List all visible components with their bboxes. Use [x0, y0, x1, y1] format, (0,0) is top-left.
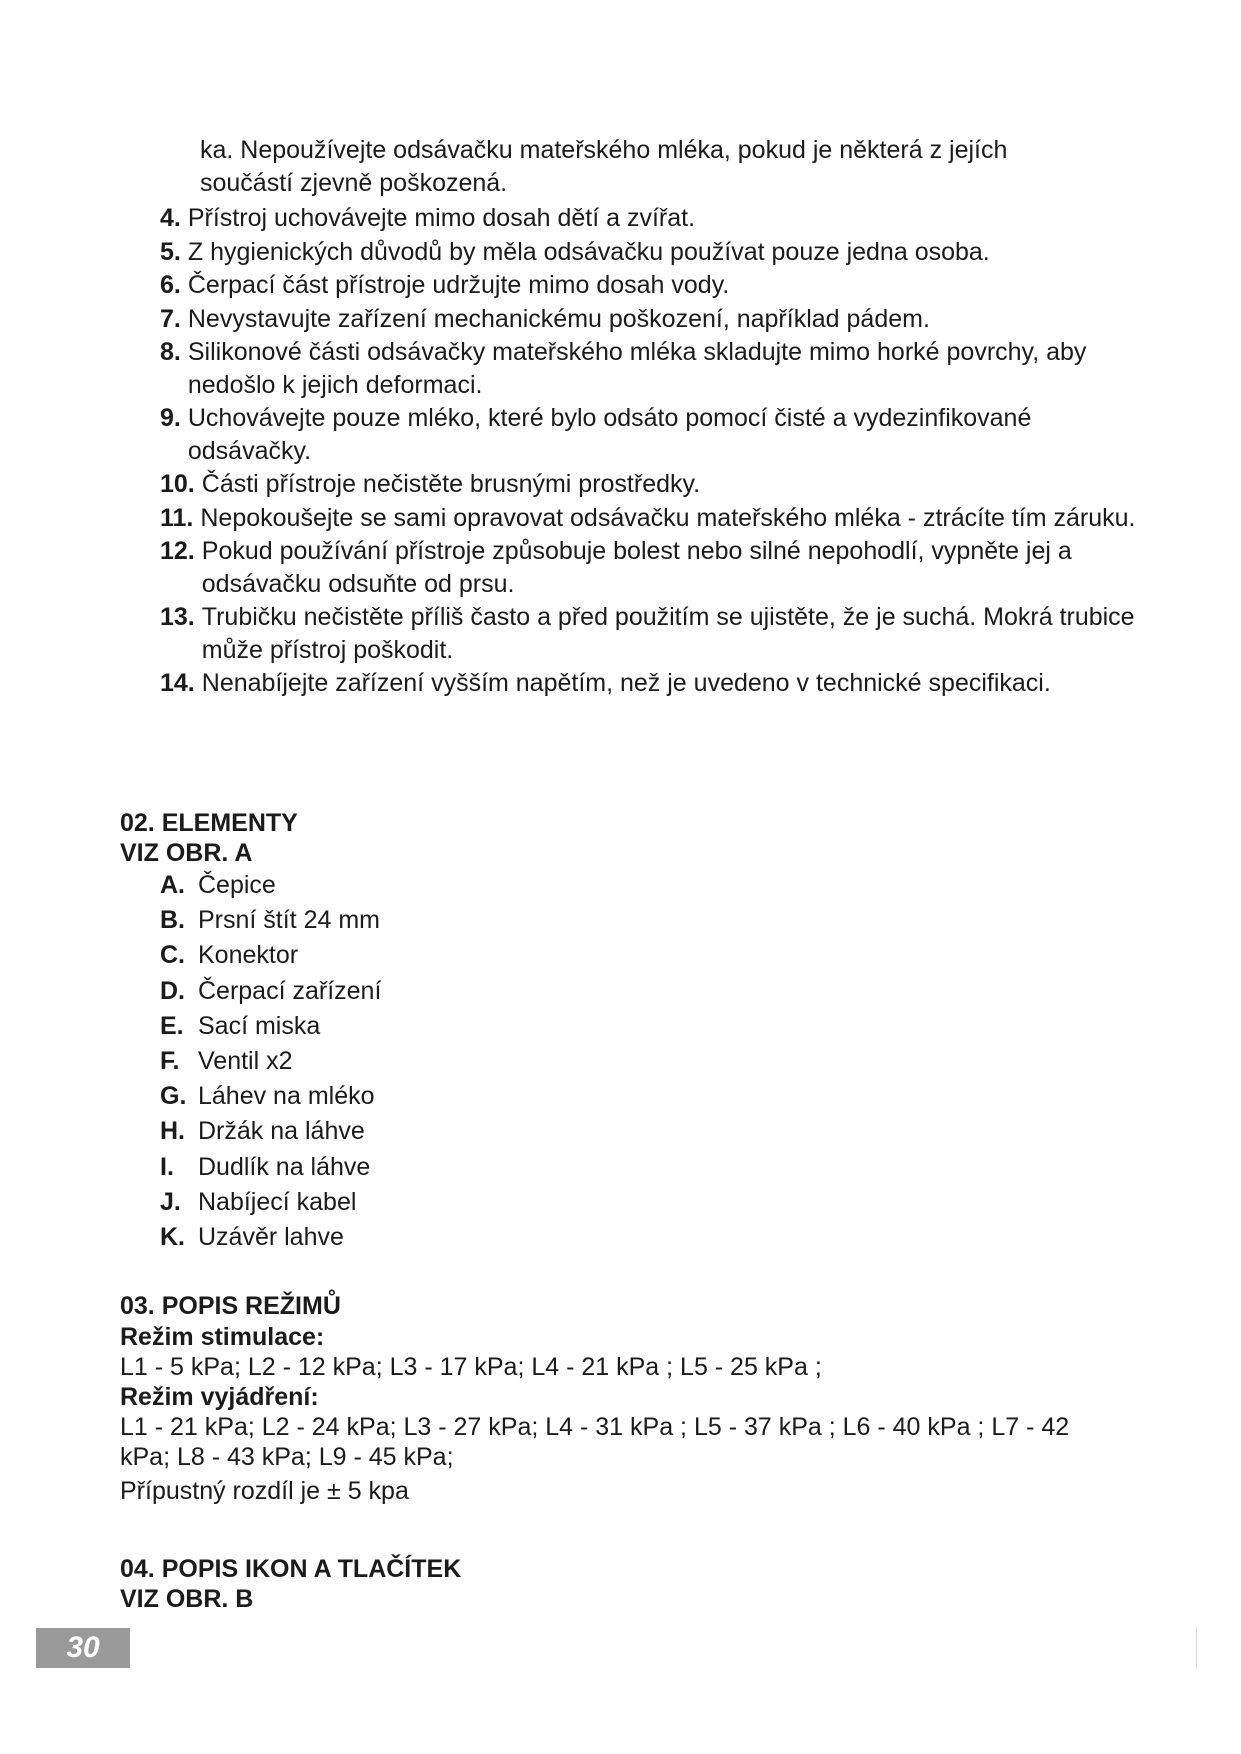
item-number: 9. — [160, 404, 181, 432]
item-name: Čepice — [198, 871, 276, 899]
list-item — [160, 938, 760, 973]
item-name: Držák na láhve — [198, 1117, 365, 1146]
elements-list — [160, 868, 760, 1255]
list-item — [160, 402, 1140, 467]
list-item — [160, 903, 760, 938]
list-item — [160, 1185, 760, 1220]
list-item — [160, 868, 760, 903]
safety-instructions-list — [160, 202, 1140, 701]
item-text: Přístroj uchovávejte mimo dosah dětí a zvířat. — [187, 204, 696, 232]
list-item — [160, 502, 1140, 535]
item-number: 10. — [160, 470, 195, 498]
item-3-continuation — [200, 134, 1140, 200]
item-letter: G. — [160, 1082, 187, 1111]
list-item — [160, 236, 1140, 269]
item-name: Sací miska — [198, 1011, 321, 1040]
list-item — [160, 535, 1140, 600]
item-text: Trubičku nečistěte příliš často a před použitím se ujistěte, že je suchá. Mokrá trubice může přístroj poškodit. — [201, 603, 1135, 664]
item-name: Láhev na mléko — [198, 1082, 375, 1111]
stimulation-mode-values: L1 - 5 kPa; L2 - 12 kPa; L3 - 17 kPa; L4 - 21 kPa ; L5 - 25 kPa ; — [120, 1353, 822, 1381]
item-number: 4. — [160, 204, 181, 232]
item-letter: I. — [160, 1152, 174, 1181]
item-letter: C. — [160, 941, 185, 970]
stimulation-mode-label: Režim stimulace: — [120, 1323, 325, 1351]
item-name: Prsní štít 24 mm — [198, 906, 380, 935]
item-number: 6. — [160, 271, 181, 299]
continuation-line-1: ka. Nepoužívejte odsávačku mateřského mléka, pokud je některá z jejích — [200, 136, 1008, 164]
expression-mode-label: Režim vyjádření: — [120, 1383, 319, 1411]
item-number: 5. — [160, 237, 181, 266]
list-item — [160, 1114, 760, 1149]
item-letter: F. — [160, 1047, 180, 1076]
item-letter: B. — [160, 906, 185, 935]
item-letter: E. — [160, 1011, 184, 1040]
modes-section — [120, 1290, 1100, 1506]
item-text: Nevystavujte zařízení mechanickému poškození, například pádem. — [187, 304, 930, 333]
item-letter: A. — [160, 871, 185, 899]
item-number: 7. — [160, 304, 181, 333]
item-text: Pokud používání přístroje způsobuje bolest nebo silné nepohodlí, vypněte jej a odsávačku odsuňte od prsu. — [201, 537, 1072, 598]
list-item — [160, 269, 1140, 302]
tolerance-text: Přípustný rozdíl je ± 5 kpa — [120, 1477, 409, 1505]
item-letter: D. — [160, 976, 185, 1005]
item-number: 12. — [160, 537, 195, 565]
section-subtitle: VIZ OBR. B — [120, 1585, 254, 1613]
section-elements-heading — [120, 808, 298, 868]
list-item — [160, 1009, 760, 1044]
item-number: 11. — [160, 503, 194, 532]
section-icons-heading — [120, 1554, 461, 1614]
list-item — [160, 1150, 760, 1185]
expression-mode-values-line-2: kPa; L8 - 43 kPa; L9 - 45 kPa; — [120, 1443, 454, 1471]
item-letter: K. — [160, 1223, 185, 1252]
item-text: Nepokoušejte se sami opravovat odsávačku mateřského mléka - ztrácíte tím záruku. — [200, 503, 1136, 532]
item-name: Ventil x2 — [198, 1047, 293, 1076]
item-name: Dudlík na láhve — [198, 1152, 371, 1181]
item-number: 13. — [160, 603, 195, 631]
page-number: 30 — [36, 1628, 130, 1668]
item-text: Nenabíjejte zařízení vyšším napětím, než je uvedeno v technické specifikaci. — [201, 669, 1051, 697]
list-item — [160, 667, 1140, 700]
item-letter: J. — [160, 1187, 181, 1216]
section-title: 04. POPIS IKON A TLAČÍTEK — [120, 1555, 462, 1583]
item-text: Čerpací část přístroje udržujte mimo dosah vody. — [187, 271, 730, 299]
item-text: Části přístroje nečistěte brusnými prostředky. — [201, 470, 701, 498]
list-item — [160, 1079, 760, 1114]
page-edge-divider — [1196, 1628, 1197, 1668]
list-item — [160, 303, 1140, 336]
list-item — [160, 974, 760, 1009]
list-item — [160, 1220, 760, 1255]
section-title: 03. POPIS REŽIMŮ — [120, 1292, 341, 1320]
section-title: 02. ELEMENTY — [120, 809, 298, 837]
item-number: 14. — [160, 669, 195, 697]
item-number: 8. — [160, 338, 181, 366]
item-text: Uchovávejte pouze mléko, které bylo odsáto pomocí čisté a vydezinfikované odsávačky. — [187, 404, 1032, 465]
continuation-line-2: součástí zjevně poškozená. — [200, 169, 508, 197]
item-text: Z hygienických důvodů by měla odsávačku používat pouze jedna osoba. — [187, 237, 990, 266]
item-name: Čerpací zařízení — [198, 976, 382, 1005]
item-letter: H. — [160, 1117, 185, 1146]
item-name: Nabíjecí kabel — [198, 1187, 357, 1216]
list-item — [160, 468, 1140, 501]
list-item — [160, 1044, 760, 1079]
list-item — [160, 202, 1140, 235]
list-item — [160, 601, 1140, 666]
list-item — [160, 336, 1140, 401]
section-subtitle: VIZ OBR. A — [120, 839, 253, 867]
item-text: Silikonové části odsávačky mateřského mléka skladujte mimo horké povrchy, aby nedošlo k jejich deformaci. — [187, 338, 1087, 399]
item-name: Uzávěr lahve — [198, 1223, 344, 1252]
expression-mode-values-line-1: L1 - 21 kPa; L2 - 24 kPa; L3 - 27 kPa; L4 - 31 kPa ; L5 - 37 kPa ; L6 - 40 kPa ; L7 - 42 — [120, 1413, 1070, 1441]
item-name: Konektor — [198, 941, 299, 970]
